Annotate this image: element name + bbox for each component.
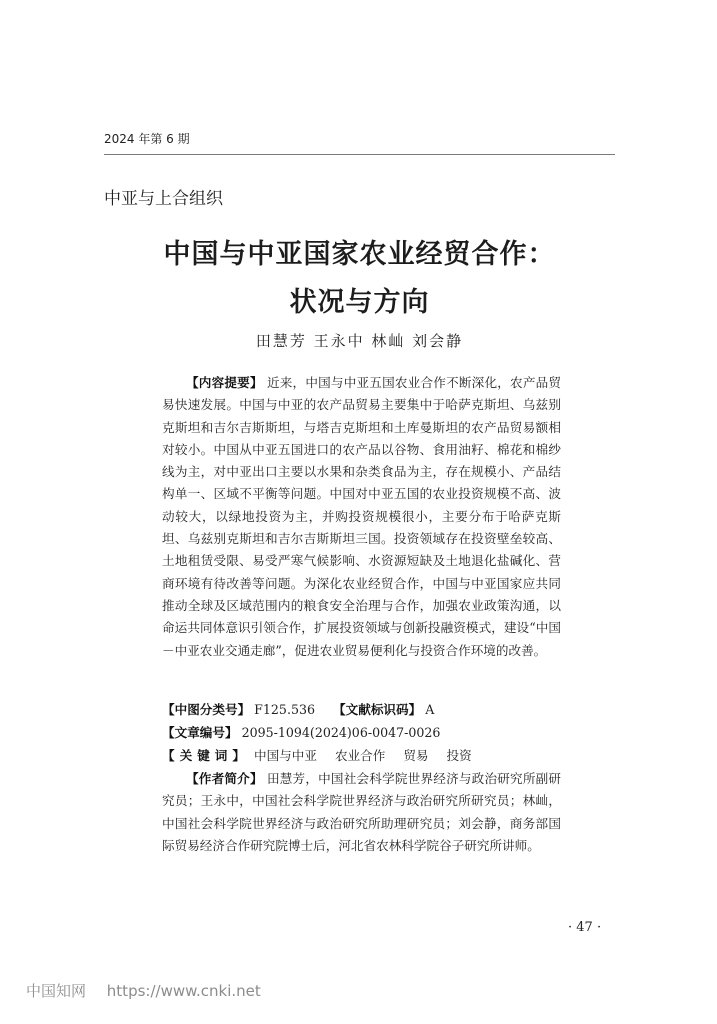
section-title: 中亚与上合组织 <box>104 189 223 209</box>
page-number: · 47 · <box>568 920 602 935</box>
cnki-watermark <box>26 980 261 1001</box>
article-title-line-2: 状况与方向 <box>289 287 430 318</box>
author-list: 田慧芳 王永中 林屾 刘会静 <box>255 332 464 350</box>
abstract-label: 【内容提要】 <box>186 375 263 390</box>
author-bio-label: 【作者简介】 <box>186 771 263 786</box>
article-title-line-1: 中国与中亚国家农业经贸合作： <box>163 239 556 270</box>
watermark-brand: 中国知网 <box>26 982 87 1000</box>
keyword: 投资 <box>446 748 472 763</box>
article-number-row <box>162 722 561 741</box>
doc-code-value: A <box>425 702 435 717</box>
keyword: 中国与中亚 <box>253 748 317 763</box>
author-bio-text: 田慧芳，中国社会科学院世界经济与政治研究所副研究员；王永中，中国社会科学院世界经济与政治研究所研究员；林屾，中国社会科学院世界经济与政治研究所助理研究员；刘会静，商务部国际贸易经济合作研究院博士后，河北省农林科学院谷子研究所讲师。 <box>162 771 561 853</box>
clc-value: F125.536 <box>254 702 315 717</box>
author-bio <box>162 768 561 857</box>
clc-label: 【中图分类号】 <box>162 702 251 717</box>
abstract-text: 近来，中国与中亚五国农业合作不断深化，农产品贸易快速发展。中国与中亚的农产品贸易主要集中于哈萨克斯坦、乌兹别克斯坦和吉尔吉斯斯坦，与塔吉克斯坦和土库曼斯坦的农产品贸易额相对较小。中国从中亚五国进口的农产品以谷物、食用油籽、棉花和棉纱线为主，对中亚出口主要以水果和杂类食品为主，存在规模小、产品结构单一、区域不平衡等问题。中国对中亚五国的农业投资规模不高、波动较大，以绿地投资为主，并购投资规模很小，主要分布于哈萨克斯坦、乌兹别克斯坦和吉尔吉斯斯坦三国。投资领域存在投资壁垒较高、土地租赁受限、易受严寒气候影响、水资源短缺及土地退化盐碱化、营商环境有待改善等问题。为深化农业经贸合作，中国与中亚国家应共同推动全球及区域范围内的粮食安全治理与合作，加强农业政策沟通，以命运共同体意识引领合作，扩展投资领域与创新投融资模式，建设“中国－中亚农业交通走廊”，促进农业贸易便利化与投资合作环境的改善。 <box>162 375 561 658</box>
classification-row <box>162 699 561 718</box>
article-number-value: 2095-1094(2024)06-0047-0026 <box>241 725 441 740</box>
doc-code-label: 【文献标识码】 <box>333 702 422 717</box>
keyword: 农业合作 <box>334 748 386 763</box>
keywords-label: 【关键词】 <box>162 748 250 763</box>
article-number-label: 【文章编号】 <box>162 725 238 740</box>
keywords-row <box>162 745 561 764</box>
issue-label: 2024 年第 6 期 <box>104 132 190 146</box>
abstract <box>162 372 561 662</box>
watermark-url: https://www.cnki.net <box>106 982 261 1000</box>
keyword: 贸易 <box>403 748 429 763</box>
header-divider <box>104 154 615 155</box>
